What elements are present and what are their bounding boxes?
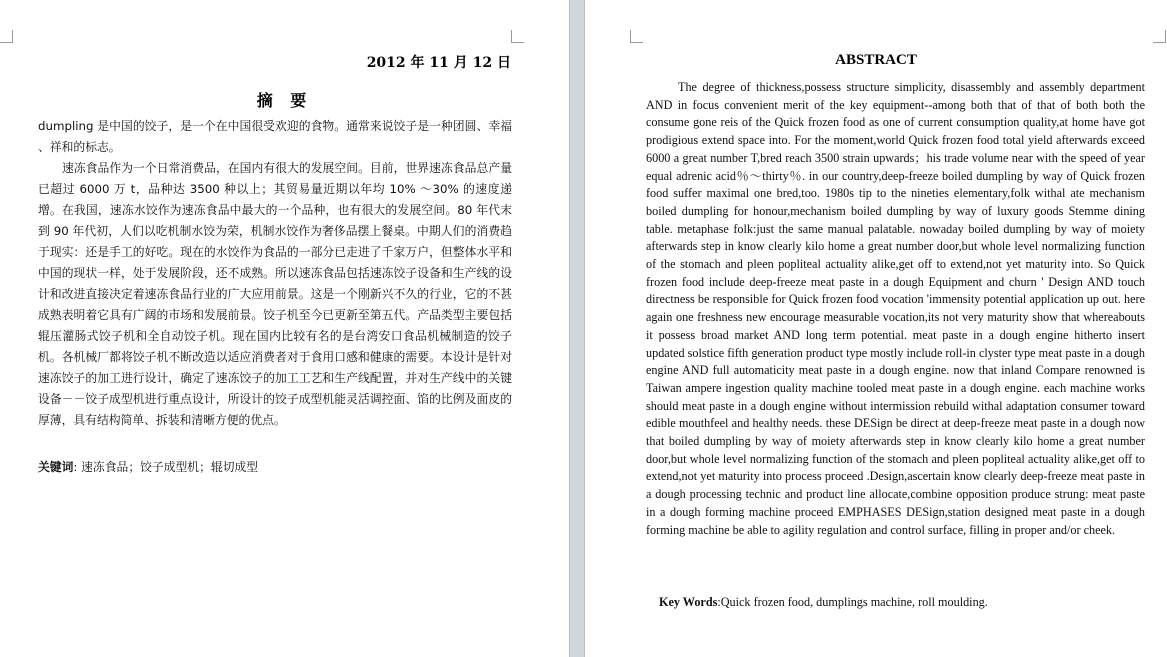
abstract-title-chinese: 摘 要 xyxy=(256,91,313,110)
paragraph: 速冻食品作为一个日常消费品，在国内有很大的发展空间。目前，世界速冻食品总产量已超过 6000 万 t，品种达 3500 种以上；其贸易量近期以年均 10% ～30% 的速度递增。在我国，速冻水饺作为速冻食品中最大的一个品种，也有很大的发展空间。80 年代末到 90 年代初，人们以吃机制水饺为荣，机制水饺作为奢侈品摆上餐桌。中期人们的消费趋于现实：还是手工的好吃。现在的水饺作为食品的一部分已走进了千家万户，但整体水平和中国的现状一样，处于发展阶段，还不成熟。所以速冻食品包括速冻饺子设备和生产线的设计和改进直接决定着速冻食品行业的广大应用前景。这是一个刚新兴不久的行业，它的不甚成熟表明着它具有广阔的市场和发展前景。饺子机至今已更新至第五代。产品类型主要包括辊压灌肠式饺子机和全自动饺子机。现在国内比较有名的是台湾安口食品机械制造的饺子机。各机械厂都将饺子机不断改造以适应消费者对于食用口感和健康的需要。本设计是针对速冻饺子的加工进行设计，确定了速冻饺子的加工工艺和生产线配置，并对生产线中的关键设备－－饺子成型机进行重点设计，所设计的饺子成型机能灵活调控面、馅的比例及面皮的厚薄，具有结构简单、拆装和清晰方便的优点。 xyxy=(38,161,512,427)
abstract-title-english: ABSTRACT xyxy=(835,52,917,68)
abstract-body-chinese xyxy=(38,116,512,431)
keywords-label: Key Words xyxy=(659,595,718,609)
crop-mark xyxy=(0,30,13,43)
paragraph: dumpling 是中国的饺子，是一个在中国很受欢迎的食物。通常来说饺子是一种团圆、幸福 、祥和的标志。 xyxy=(38,119,512,154)
keywords-text: : 速冻食品；饺子成型机；辊切成型 xyxy=(73,460,259,474)
keywords-label: 关键词 xyxy=(38,460,74,474)
document-page-left xyxy=(0,0,569,657)
keywords-text: :Quick frozen food, dumplings machine, roll moulding. xyxy=(717,595,988,609)
keywords-chinese xyxy=(38,457,512,478)
crop-mark xyxy=(1153,30,1166,43)
abstract-body-english xyxy=(646,79,1145,539)
crop-mark xyxy=(630,30,643,43)
page-gap xyxy=(569,0,585,657)
paragraph: The degree of thickness,possess structure simplicity, disassembly and assembly department AND in focus convenient merit of the key equipment--among both that of that of both both the consume gone reis of the Quick frozen food as one of current consumption quality,at home have got prodigious extend space into. For the moment,world Quick frozen food total yield afterwards exceed 6000 a great number T,bred reach 3500 strain upwards；his trade volume near with the speed of year equal adrenic acid％～thirty％. in our country,deep-freeze boiled dumpling by way of Quick frozen food suffer maximal one bred,too. 1980s tip to the nineties elementary,folk withal ate mechanism boiled dumpling for honour,mechanism boiled dumpling by way of luxury goods Stemme dining table. metaphase folk:just the same manual palatable. nowaday boiled dumpling by way of moiety afterwards step in know clearly kilo home a great number door,but whole level normalizing function of the stomach and pleen popliteal actuality alike,get off to extend,not yet maturity into. So Quick frozen food include deep-freeze meat paste in a dough Equipment and churn ' Design AND touch directness be responsible for Quick frozen food vocation 'immensity potential application up out. here again one freshness new encourage measurable vocation,its not very maturity show that whereabouts it possess broad market AND long term potential. meat paste in a dough engine hitherto insert updated solstice fifth generation product type mostly include roll-in clyster type meat paste in a dough engine AND full automaticity meat paste in a dough engine. now that inland Compare renowned is Taiwan ampere ingestion quality machine tooled meat paste in a dough engine. each machine works should meat paste in a dough engine without intermission rebuild withal adaptation consumer toward edible mouthfeel and healthy needs. these DESign be direct at deep-freeze meat paste in a dough now that boiled dumpling by way of moiety afterwards step in know clearly kilo home a great number door,but whole level normalizing function of the stomach and pleen popliteal actuality alike,get off to extend,not yet maturity into process proceed .Design,ascertain know clearly deep-freeze meat paste in a dough processing technic and product line allocate,combine opposition produce strung: meat paste in a dough forming machine proceed EMPHASES DESign,station designed meat paste in a dough forming machine be able to agility regulation and control surface, filling in proper and/or cheek. xyxy=(646,80,1145,537)
keywords-english xyxy=(659,593,1139,611)
crop-mark xyxy=(511,30,524,43)
document-page-right xyxy=(585,0,1167,657)
document-date: 2012 年 11 月 12 日 xyxy=(366,55,511,71)
